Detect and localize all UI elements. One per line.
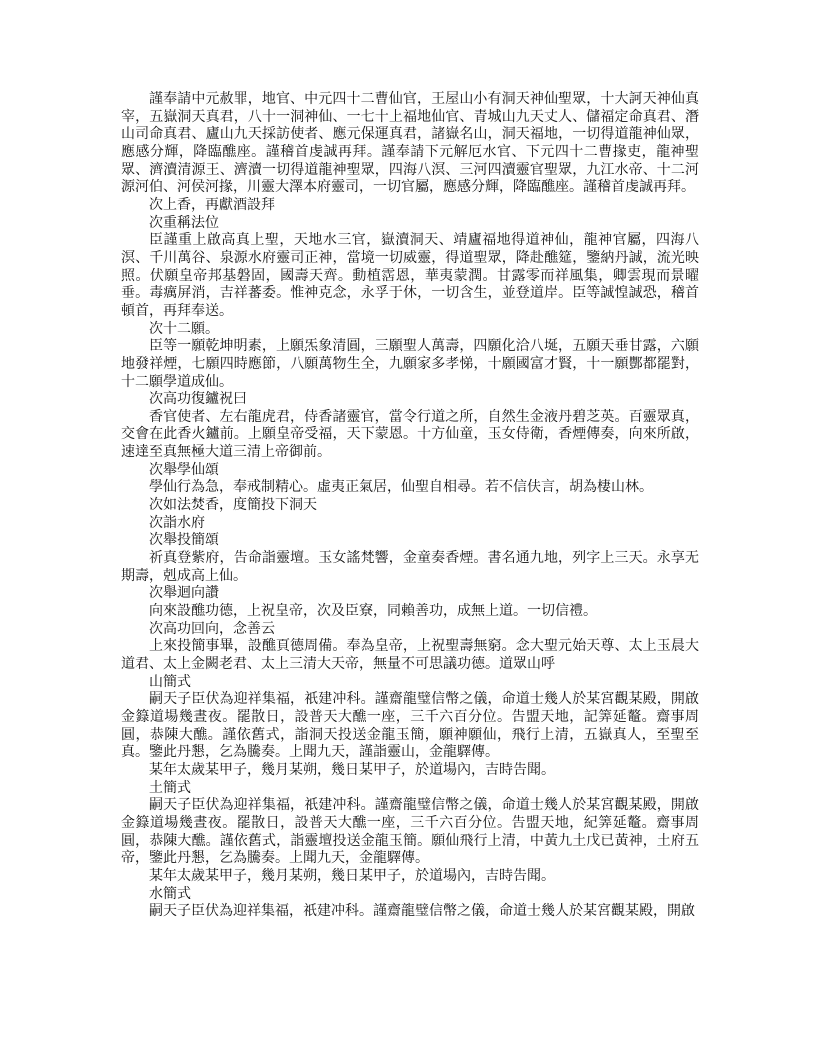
- paragraph: 次上香，再獻酒設拜: [149, 196, 275, 213]
- paragraph: 向來設醮功德，上祝皇帝，次及臣寮，同賴善功，成無上道。一切信禮。: [149, 603, 597, 620]
- paragraph: 土簡式: [149, 779, 191, 796]
- paragraph: 嗣天子臣伏為迎祥集福，祇建冲科。謹齋龍璧信幣之儀，命道士幾人於某宮觀某殿，開啟金籙道場幾晝夜。罷散日，設普天大醮一座，三千六百分位。告盟天地，紀筭延鼇。齋事周圓，恭陳大醮。謹依舊式，詣靈壇投送金龍玉簡。願仙飛行上清，中黃九土戊已黃神，土府五帝，鑒此丹懇，乞為騰奏。上聞九天，金龍驛傳。: [121, 797, 699, 867]
- paragraph: 學仙行為急，奉戒制精心。虛夷正氣居，仙聖自相尋。若不信伕言，胡為棲山林。: [149, 479, 653, 496]
- paragraph: 次高功回向，念善云: [149, 620, 275, 637]
- paragraph: 臣謹重上啟高真上聖，天地水三官，嶽瀆洞天、靖廬福地得道神仙，龍神官屬，四海八溟、千川萬谷、泉源水府靈司正神，當境一切威靈，得道聖眾，降赴醮筵，鑒納丹誠，流光映照。伏願皇帝邦基磐固，國壽天齊。動植霑恩，華夷蒙潤。甘露零而祥風集，卿雲現而景曜垂。毒癘屏消，吉祥蕃委。惟神克念，永孚于休，一切含生，並登道岸。臣等誠惶誠恐，稽首頓首，再拜奉送。: [121, 232, 699, 319]
- paragraph: 某年太歲某甲子，幾月某朔，幾日某甲子，於道場內，吉時告聞。: [149, 867, 555, 884]
- paragraph: 次舉迴向讚: [149, 585, 219, 602]
- paragraph: 臣等一願乾坤明素，上願炁象清圓，三願聖人萬壽，四願化洽八埏，五願天垂甘露，六願地發祥煙，七願四時應節，八願萬物生全，九願家多孝悌，十願國富才賢，十一願酆都罷對，十二願學道成仙。: [121, 338, 699, 390]
- paragraph: 上來投簡事畢，設醮頁德周備。奉為皇帝，上祝聖壽無窮。念大聖元始天尊、太上玉晨大道君、太上金闕老君、太上三清大天帝，無量不可思議功德。道眾山呼: [121, 638, 699, 672]
- paragraph: 山簡式: [149, 673, 191, 690]
- paragraph: 祈真登紫府，告命詣靈壇。玉女謠梵響，金童奏香煙。書名通九地，列字上三天。永享无期壽，剋成高上仙。: [121, 550, 699, 584]
- paragraph: 次如法焚香，度簡投下洞天: [149, 497, 317, 514]
- document-body: [121, 91, 699, 921]
- paragraph: 某年太歲某甲子，幾月某朔，幾日某甲子，於道場內，吉時告聞。: [149, 761, 555, 778]
- paragraph: 謹奉請中元赦罪，地官、中元四十二曹仙官，王屋山小有洞天神仙聖眾，十大訶天神仙真宰，五嶽洞天真君，八十一洞神仙、一七十上福地仙官、青城山九天丈人、儲福定命真君、潛山司命真君、廬山九天採訪使者、應元保運真君，諸嶽名山，洞天福地，一切得道龍神仙眾，應感分輝，降臨醮座。謹稽首虔誠再拜。謹奉請下元解厄水官、下元四十二曹掾吏，龍神聖眾、濟瀆清源王、濟瀆一切得道龍神聖眾，四海八溟、三河四瀆靈官聖眾，九江水帝、十二河源河伯、河侯河掾，川靈大澤本府靈司，一切官屬，應感分輝，降臨醮座。謹稽首虔誠再拜。: [121, 91, 699, 196]
- paragraph: 次詣水府: [149, 514, 205, 531]
- paragraph: 香官使者、左右龍虎君，侍香諸靈官，當令行道之所，自然生金液丹碧芝英。百靈眾真，交會在此香火鑪前。上願皇帝受福，天下蒙恩。十方仙童，玉女侍衛，香煙傳奏，向來所啟，速達至真無極大道三清上帝御前。: [121, 408, 699, 461]
- paragraph: 次十二願。: [149, 320, 219, 337]
- paragraph: 次重稱法位: [149, 214, 219, 231]
- paragraph: 次舉投簡頌: [149, 532, 219, 549]
- paragraph: 次高功復鑪祝曰: [149, 391, 247, 408]
- paragraph: 嗣天子臣伏為迎祥集福，祇建冲科。謹齋龍璧信幣之儀，命道士幾人於某宮觀某殿，開啟金籙道場幾晝夜。罷散日，設普天大醮一座，三千六百分位。告盟天地，記筭延鼇。齋事周圓，恭陳大醮。謹依舊式，詣洞天投送金龍玉簡，願神願仙，飛行上清，五嶽真人，至聖至真。鑒此丹懇，乞為騰奏。上聞九天，謹詣靈山，金龍驛傳。: [121, 691, 699, 761]
- paragraph: 水簡式: [149, 885, 191, 902]
- paragraph: 嗣天子臣伏為迎祥集福，祇建冲科。謹齋龍璧信幣之儀，命道士幾人於某宮觀某殿，開啟: [149, 903, 695, 920]
- paragraph: 次舉學仙頌: [149, 461, 219, 478]
